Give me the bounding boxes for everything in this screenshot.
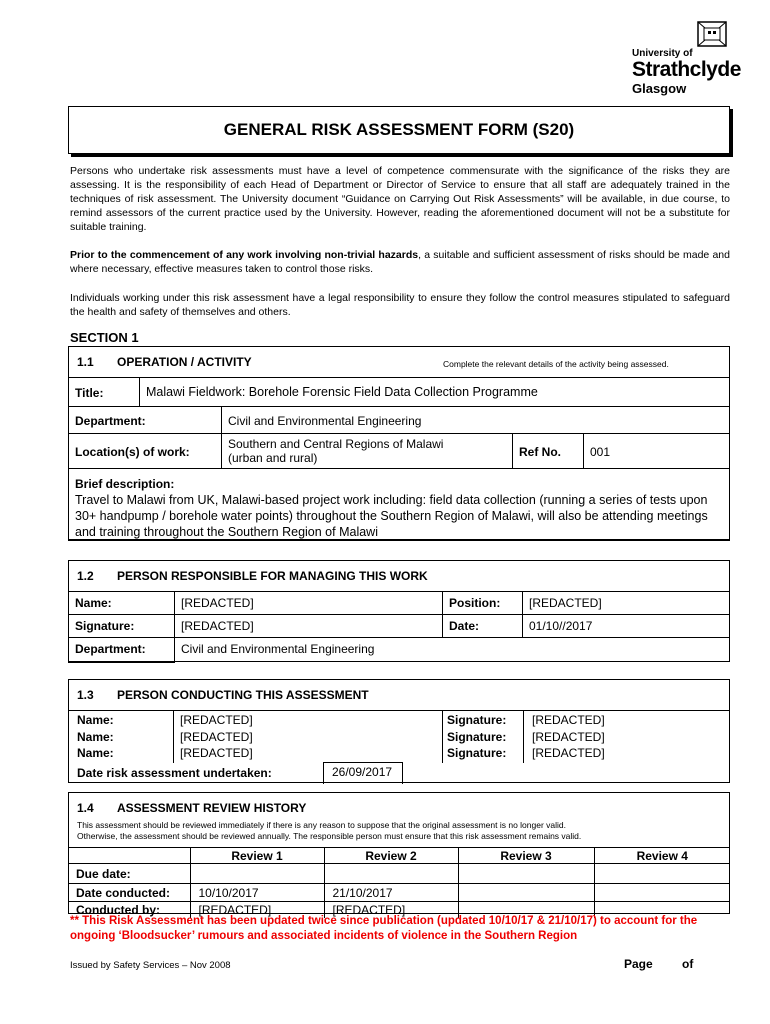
assessor-name-value: [REDACTED] <box>180 746 253 760</box>
form-title: GENERAL RISK ASSESSMENT FORM (S20) <box>223 120 575 139</box>
assessor-signature-value: [REDACTED] <box>532 713 605 727</box>
intro-paragraph-3: Individuals working under this risk assessment have a legal responsibility to ensure they follow the control measures stipulated to safeguard the health and safety of themselves and others. <box>70 292 730 318</box>
assessor-signature-label: Signature: <box>447 729 507 744</box>
section-1-3-number: 1.3 <box>77 688 94 702</box>
location-value-line-2: (urban and rural) <box>228 451 318 465</box>
brief-description-label: Brief description: <box>75 477 175 491</box>
assessor-signature-label: Signature: <box>447 713 507 727</box>
review-history-table <box>68 847 730 918</box>
intro-paragraph-2 <box>70 248 730 276</box>
manager-name-label: Name: <box>68 591 175 615</box>
table-row <box>68 848 730 864</box>
date-conducted-cell <box>594 884 730 902</box>
row-label: Conducted by: <box>68 902 190 918</box>
date-label: Date: <box>442 614 523 638</box>
section-1-1-header <box>68 346 730 378</box>
location-value <box>221 433 513 469</box>
review-note-2: Otherwise, the assessment should be reviewed annually. The responsible person must ensure that this risk assessment remains valid. <box>77 831 582 841</box>
manager-signature-value: [REDACTED] <box>174 614 443 638</box>
footer-issued: Issued by Safety Services – Nov 2008 <box>70 960 231 971</box>
assessor-names <box>173 711 443 763</box>
due-date-cell <box>190 864 324 884</box>
section-1-3-box <box>68 679 730 783</box>
review-note-1: This assessment should be reviewed immediately if there is any reason to suppose that the original assessment is no longer valid. <box>77 820 567 830</box>
ref-no-label: Ref No. <box>512 433 584 469</box>
title-label: Title: <box>68 377 140 407</box>
table-row <box>68 864 730 884</box>
table-cell <box>68 848 190 864</box>
section-1-heading: SECTION 1 <box>70 330 139 345</box>
assessor-signatures <box>523 711 730 763</box>
section-1-1-number: 1.1 <box>77 355 94 369</box>
position-label: Position: <box>442 591 523 615</box>
section-1-3-header <box>68 679 730 711</box>
intro-paragraph-2-rest: , a suitable and sufficient assessment of risks should be made and where necessary, effective measures taken to control those risks. <box>70 249 730 275</box>
section-1-2-title: PERSON RESPONSIBLE FOR MANAGING THIS WORK <box>117 569 428 583</box>
section-1-4-box <box>68 792 730 917</box>
location-label: Location(s) of work: <box>68 433 222 469</box>
manager-department-value: Civil and Environmental Engineering <box>174 637 730 663</box>
department-label: Department: <box>68 406 222 434</box>
row-label: Date conducted: <box>68 884 190 902</box>
update-note: ** This Risk Assessment has been updated twice since publication (updated 10/10/17 & 21/10/17) to account for the ongoing ‘Bloodsucker’ rumours and associated incidents of violence in the Southern Region <box>70 915 698 942</box>
review-column-header: Review 2 <box>324 848 458 864</box>
date-conducted-cell: 21/10/2017 <box>324 884 458 902</box>
section-1-1-title: OPERATION / ACTIVITY <box>117 355 252 369</box>
manager-signature-label: Signature: <box>68 614 175 638</box>
assessor-name-value: [REDACTED] <box>180 713 253 727</box>
ref-no-value: 001 <box>583 433 730 469</box>
assessment-date-value: 26/09/2017 <box>323 762 403 784</box>
section-1-4-number: 1.4 <box>77 801 94 815</box>
position-value: [REDACTED] <box>522 591 730 615</box>
section-1-3-title: PERSON CONDUCTING THIS ASSESSMENT <box>117 688 369 702</box>
assessment-date-label: Date risk assessment undertaken: <box>77 766 272 780</box>
manager-department-label: Department: <box>68 637 175 663</box>
section-1-1-hint: Complete the relevant details of the activity being assessed. <box>443 359 669 369</box>
due-date-cell <box>458 864 594 884</box>
assessor-name-value: [REDACTED] <box>180 729 253 744</box>
review-column-header: Review 4 <box>594 848 730 864</box>
section-1-2-box <box>68 560 730 662</box>
assessor-name-label: Name: <box>77 713 114 727</box>
section-1-2-header <box>68 560 730 592</box>
brief-description <box>68 468 730 541</box>
conducted-by-cell: [REDACTED] <box>190 902 324 918</box>
university-logo <box>632 18 742 98</box>
date-value: 01/10//2017 <box>522 614 730 638</box>
assessor-name-labels <box>77 712 114 762</box>
review-column-header: Review 1 <box>190 848 324 864</box>
logo-line-2: Strathclyde <box>632 58 741 81</box>
due-date-cell <box>324 864 458 884</box>
logo-line-3: Glasgow <box>632 81 687 96</box>
department-value: Civil and Environmental Engineering <box>221 406 730 434</box>
table-row <box>68 884 730 902</box>
location-value-line-1: Southern and Central Regions of Malawi <box>228 437 444 451</box>
manager-name-value: [REDACTED] <box>174 591 443 615</box>
assessor-signature-value: [REDACTED] <box>532 729 605 744</box>
intro-paragraph-2-bold: Prior to the commencement of any work involving non-trivial hazards <box>70 249 419 261</box>
section-1-2-number: 1.2 <box>77 569 94 583</box>
footer-page-label: Page <box>624 957 653 971</box>
assessor-signature-value: [REDACTED] <box>532 746 605 760</box>
review-column-header: Review 3 <box>458 848 594 864</box>
assessor-name-label: Name: <box>77 746 114 760</box>
footer-of-label: of <box>682 957 694 971</box>
section-1-4-title: ASSESSMENT REVIEW HISTORY <box>117 801 307 815</box>
form-title-box <box>68 106 730 154</box>
assessor-name-label: Name: <box>77 729 114 744</box>
crest-icon <box>694 20 730 48</box>
due-date-cell <box>594 864 730 884</box>
logo-line-1: University of <box>632 48 693 59</box>
conducted-by-cell: [REDACTED] <box>324 902 458 918</box>
row-label: Due date: <box>68 864 190 884</box>
date-conducted-cell <box>458 884 594 902</box>
intro-paragraph-1: Persons who undertake risk assessments must have a level of competence commensurate with the significance of the risks they are assessing. It is the responsibility of each Head of Department or Director of Service to ensure that all staff are adequately trained in the techniques of risk assessment. The University document “Guidance on Carrying Out Risk Assessments” will be available, in due course, to remind assessors of the current practice used by the University. However, reading the aforementioned document will not be a substitute for suitable training. <box>70 165 730 233</box>
date-conducted-cell: 10/10/2017 <box>190 884 324 902</box>
brief-description-value: Travel to Malawi from UK, Malawi-based project work including: field data collection (running a series of tests upon 30+ handpump / borehole water points) throughout the Southern Region of Malawi, will also be attending meetings and training throughout the Southern Region of Malawi <box>75 493 708 539</box>
section-1-1-box <box>68 346 730 540</box>
assessor-signature-labels <box>447 712 506 762</box>
assessor-signature-label: Signature: <box>447 746 507 760</box>
title-value: Malawi Fieldwork: Borehole Forensic Field Data Collection Programme <box>139 377 730 407</box>
